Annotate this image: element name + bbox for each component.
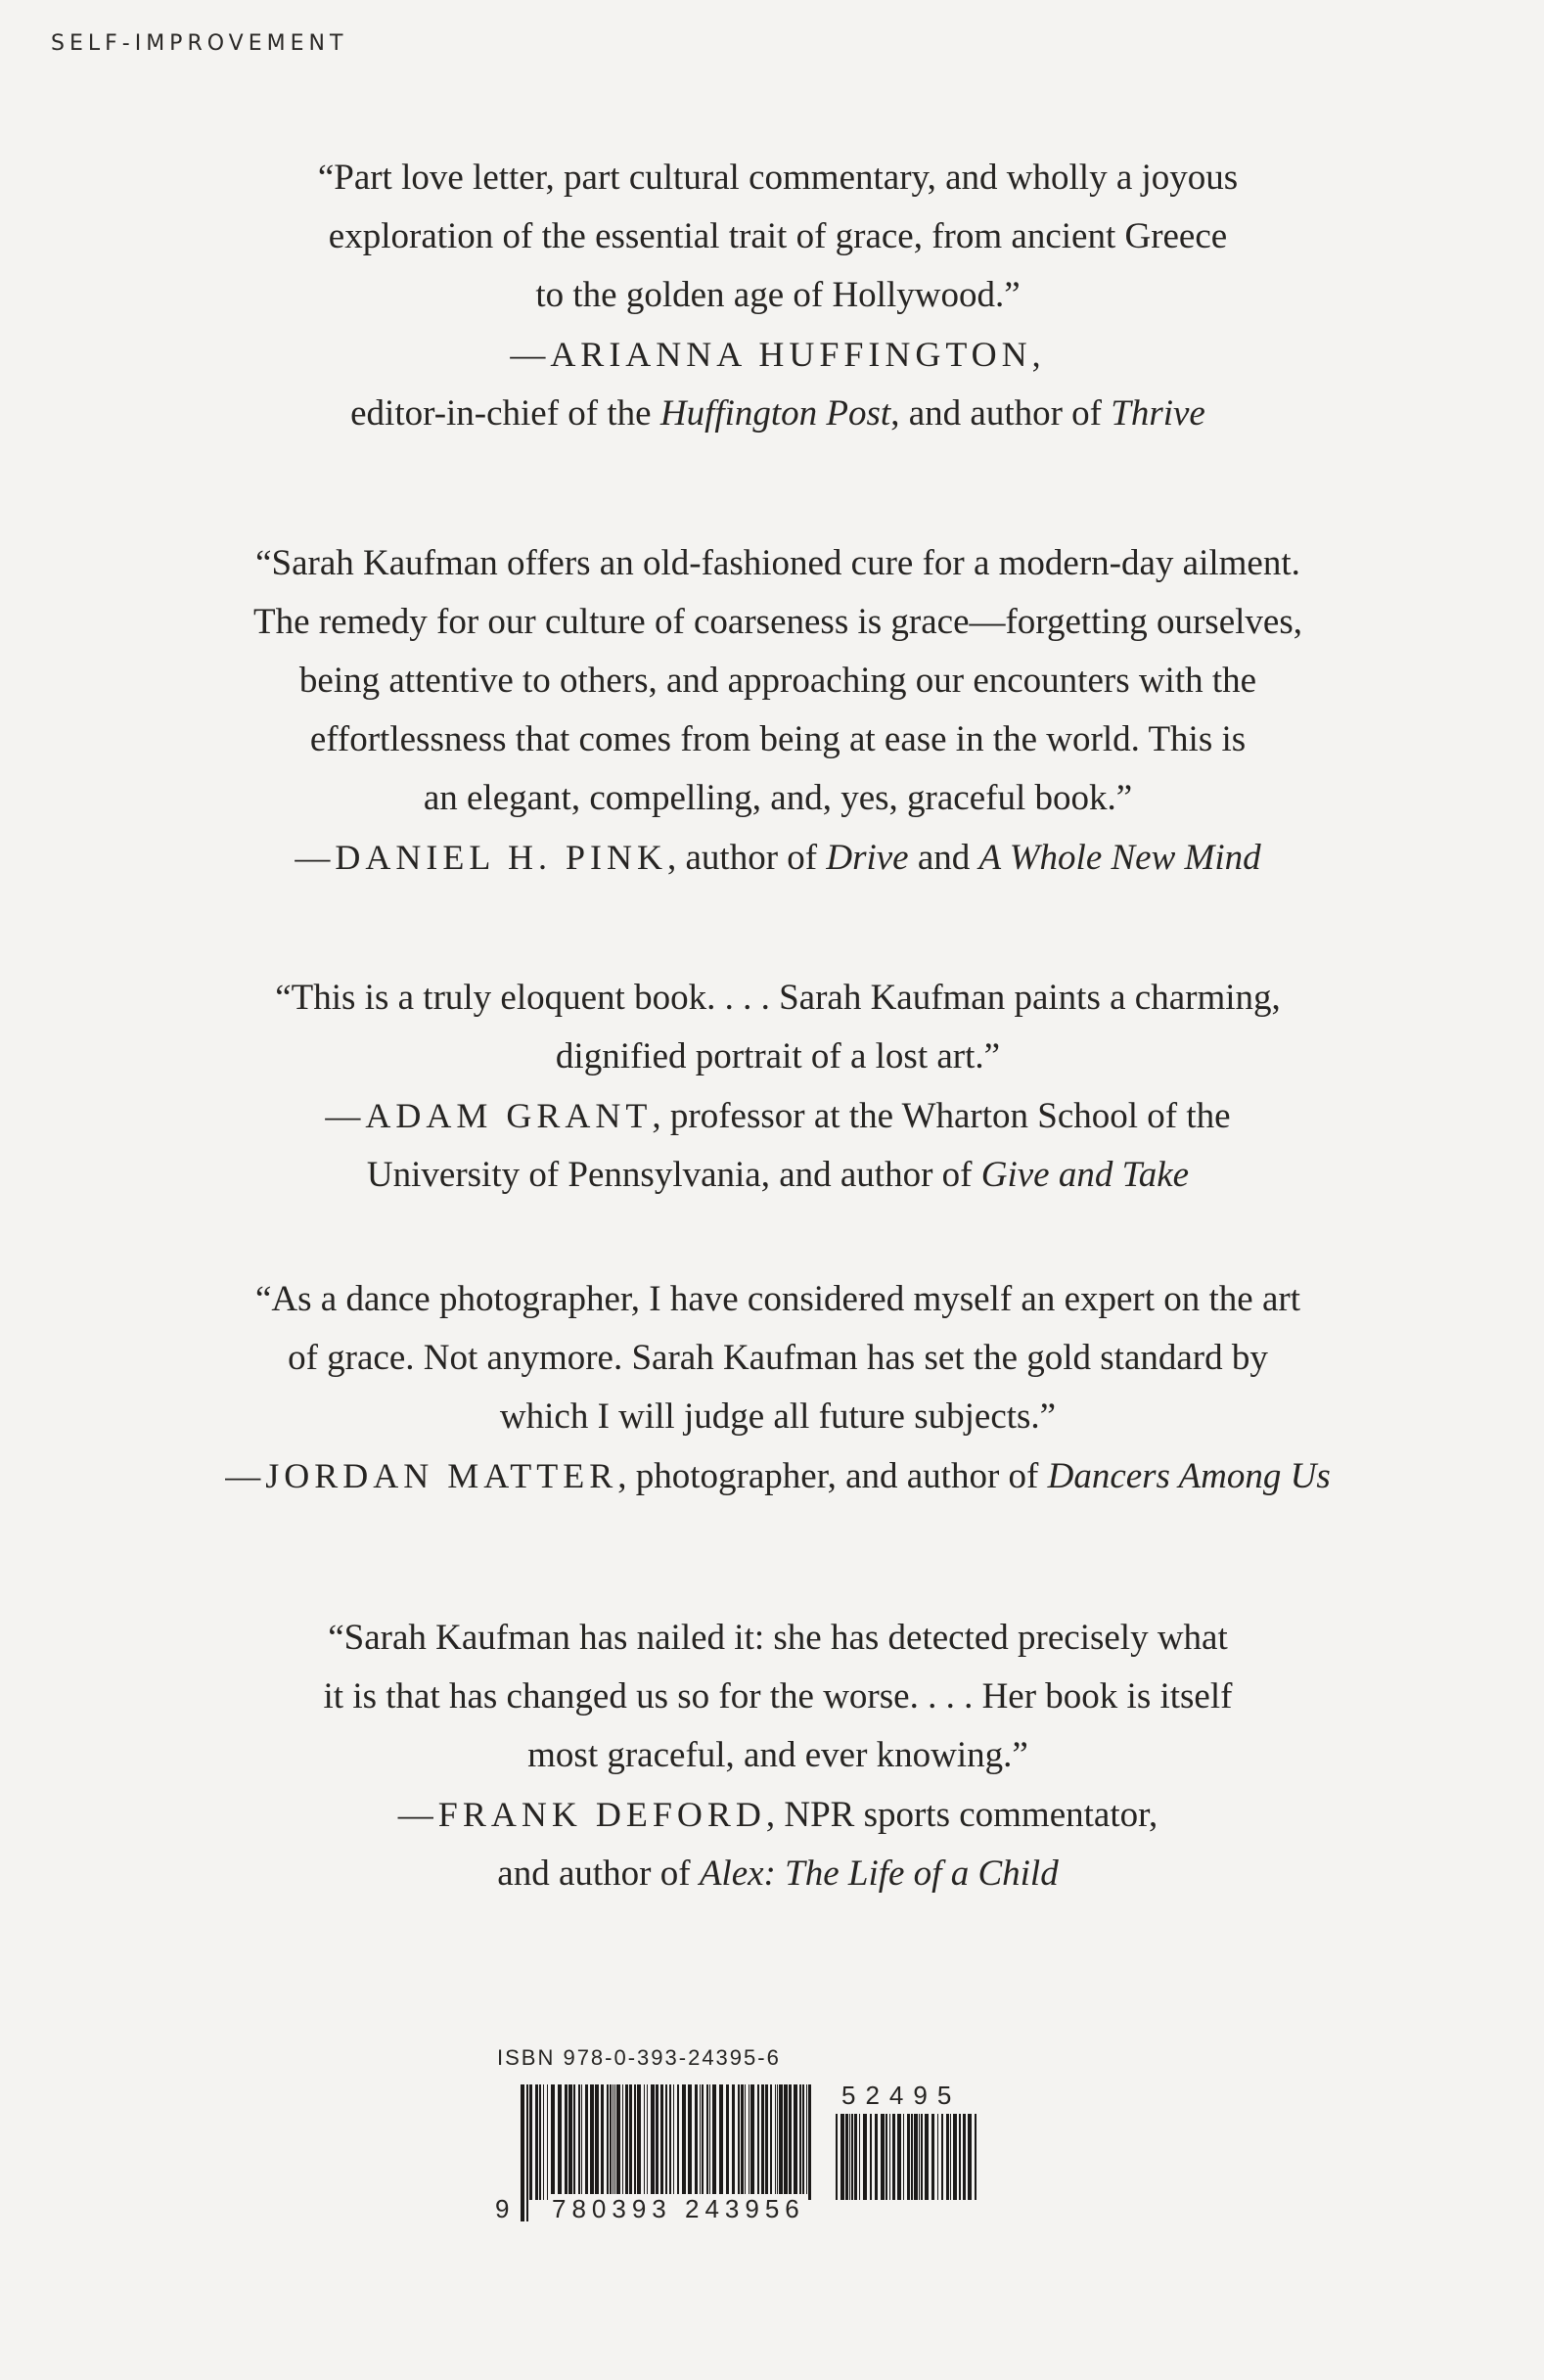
barcode-bar	[622, 2084, 623, 2200]
attribution-line	[147, 1785, 1409, 1845]
attribution-name: —ADAM GRANT	[325, 1096, 653, 1135]
barcode-bar	[806, 2084, 807, 2200]
barcode-bar	[851, 2114, 853, 2200]
attribution-line	[147, 385, 1409, 443]
barcode-bar	[595, 2084, 599, 2200]
quote-line: exploration of the essential trait of grace, from ancient Greece	[328, 216, 1228, 256]
barcode-bar	[836, 2114, 838, 2200]
attribution-title: Give and Take	[980, 1155, 1190, 1195]
barcode-addon-bars	[834, 2114, 990, 2221]
barcode-bar	[881, 2114, 885, 2200]
barcode-bar	[660, 2084, 663, 2200]
barcode-bar	[610, 2084, 612, 2200]
attribution-text: , professor at the Wharton School of the	[652, 1096, 1231, 1136]
barcode-bar	[535, 2084, 538, 2200]
barcode-bar	[590, 2084, 594, 2200]
quote-line: dignified portrait of a lost art.”	[555, 1036, 1001, 1076]
barcode-bar	[634, 2084, 636, 2200]
attribution-line	[147, 1845, 1409, 1903]
barcode-bar	[695, 2084, 698, 2200]
barcode-bar	[629, 2084, 632, 2200]
barcode-bar	[706, 2084, 708, 2200]
barcode-bar	[616, 2084, 620, 2200]
barcode-bar	[757, 2084, 759, 2200]
attribution-text: , author of	[667, 838, 827, 878]
quote-line: it is that has changed us so for the worse. . . . Her book is itself	[323, 1676, 1233, 1716]
barcode-bar	[889, 2114, 890, 2200]
barcode-bar	[673, 2084, 674, 2200]
barcode-bar	[644, 2084, 645, 2200]
attribution-line	[147, 1446, 1409, 1506]
barcode-bar	[585, 2084, 588, 2200]
barcode-bar	[738, 2084, 740, 2200]
quote-line: effortlessness that comes from being at ease in the world. This is	[309, 719, 1247, 759]
blurb-pink	[147, 534, 1409, 888]
attribution-name: —ARIANNA HUFFINGTON,	[510, 335, 1046, 374]
barcode-bar	[607, 2084, 609, 2200]
attribution-title: A Whole New Mind	[978, 838, 1261, 878]
barcode-bar	[911, 2114, 913, 2200]
isbn-barcode	[489, 2045, 1008, 2241]
barcode-addon-digits: 52495	[841, 2081, 962, 2110]
barcode-bar	[921, 2114, 923, 2200]
barcode-bar	[547, 2084, 548, 2200]
barcode-bar	[558, 2084, 562, 2200]
barcode-bar	[719, 2084, 723, 2200]
barcode-bar	[863, 2114, 867, 2200]
barcode-bar	[700, 2084, 701, 2200]
quote-line: most graceful, and ever knowing.”	[527, 1735, 1028, 1775]
barcode-bar	[840, 2114, 844, 2200]
barcode-bar	[688, 2084, 692, 2200]
barcode-bar	[959, 2114, 961, 2200]
barcode-bar	[732, 2084, 735, 2200]
barcode-bar	[925, 2114, 929, 2200]
barcode-bar	[712, 2084, 716, 2200]
barcode-bar	[543, 2084, 544, 2200]
barcode-bar	[539, 2084, 541, 2200]
barcode-bar	[953, 2114, 957, 2200]
barcode-bar	[761, 2084, 764, 2200]
blurb-huffington	[147, 149, 1409, 443]
barcode-bar	[726, 2084, 729, 2200]
barcode-bar	[802, 2084, 804, 2200]
barcode-bar	[968, 2114, 972, 2200]
attribution-title: Drive	[826, 838, 909, 878]
isbn-label: ISBN 978-0-393-24395-6	[497, 2045, 781, 2070]
barcode-bar	[551, 2084, 555, 2200]
attribution-text: University of Pennsylvania, and author of	[366, 1155, 981, 1195]
barcode-bar	[870, 2114, 872, 2200]
attribution-text: and	[908, 838, 979, 878]
barcode-bar	[682, 2084, 686, 2200]
barcode-bar	[775, 2084, 776, 2200]
barcode-bar	[907, 2114, 910, 2200]
attribution-text: and author of	[497, 1854, 700, 1894]
attribution-line	[147, 1146, 1409, 1205]
barcode-bar	[651, 2084, 655, 2200]
attribution-name: —DANIEL H. PINK	[295, 838, 667, 877]
barcode-bar	[875, 2114, 878, 2200]
barcode-bar	[950, 2114, 951, 2200]
barcode-bar	[897, 2114, 901, 2200]
barcode-bar	[937, 2114, 938, 2200]
barcode-bar	[770, 2084, 772, 2200]
barcode-bar	[963, 2114, 966, 2200]
barcode-bar	[789, 2084, 792, 2200]
barcode-bar	[859, 2114, 860, 2200]
barcode-bar	[794, 2084, 797, 2200]
barcode-bar	[845, 2114, 848, 2200]
attribution-text: editor-in-chief of the	[350, 393, 660, 434]
attribution-line	[147, 1086, 1409, 1146]
barcode-bar	[702, 2084, 704, 2200]
barcode-bar	[777, 2084, 778, 2200]
barcode-bar	[849, 2114, 850, 2200]
barcode-bar	[903, 2114, 904, 2200]
barcode-bar	[581, 2084, 582, 2200]
barcode-bar	[931, 2114, 934, 2200]
barcode-bar	[941, 2114, 943, 2200]
barcode-bar	[892, 2114, 895, 2200]
barcode-bar	[625, 2084, 628, 2200]
barcode-bar	[854, 2114, 857, 2200]
quote-line: being attentive to others, and approaching our encounters with the	[298, 661, 1257, 701]
barcode-bar	[779, 2084, 783, 2200]
barcode-bar	[565, 2084, 568, 2200]
quote-line: which I will judge all future subjects.”	[499, 1396, 1057, 1437]
barcode-bar	[741, 2084, 744, 2200]
quote-line: “This is a truly eloquent book. . . . Sarah Kaufman paints a charming,	[275, 978, 1281, 1018]
barcode-bar	[709, 2084, 710, 2200]
barcode-bar	[578, 2084, 580, 2200]
barcode-lead-digit: 9	[495, 2194, 510, 2223]
barcode-bar	[745, 2084, 746, 2200]
category-label: SELF-IMPROVEMENT	[51, 31, 348, 56]
barcode-bar	[886, 2114, 887, 2200]
barcode-bar	[799, 2084, 801, 2200]
attribution-name: —FRANK DEFORD	[397, 1795, 766, 1834]
barcode-bar	[784, 2084, 788, 2200]
barcode-bar	[765, 2084, 768, 2200]
attribution-title: Huffington Post	[659, 393, 891, 434]
barcode-bar	[919, 2114, 920, 2200]
quote-line: “Sarah Kaufman has nailed it: she has detected precisely what	[328, 1618, 1228, 1658]
barcode-bar	[526, 2084, 528, 2221]
quote-line: of grace. Not anymore. Sarah Kaufman has set the gold standard by	[288, 1338, 1268, 1378]
barcode-bar	[677, 2084, 679, 2200]
attribution-title: Dancers Among Us	[1047, 1456, 1331, 1496]
barcode-bar	[647, 2084, 648, 2200]
barcode-bar	[568, 2084, 572, 2200]
quote-line: an elegant, compelling, and, yes, graceful book.”	[423, 778, 1133, 818]
barcode-bar	[656, 2084, 658, 2200]
quote-line: “Part love letter, part cultural commentary, and wholly a joyous	[317, 158, 1239, 198]
barcode-bar	[573, 2084, 575, 2200]
quote-line: “As a dance photographer, I have considered myself an expert on the art	[255, 1279, 1300, 1319]
attribution-name: —JORDAN MATTER	[225, 1456, 618, 1495]
attribution-title: Alex: The Life of a Child	[699, 1854, 1059, 1894]
blurb-deford	[147, 1609, 1409, 1903]
barcode-bar	[946, 2114, 949, 2200]
barcode-bar	[914, 2114, 918, 2200]
attribution-text: , photographer, and author of	[617, 1456, 1048, 1496]
barcode-bar	[614, 2084, 615, 2200]
barcode-bar	[975, 2114, 976, 2200]
barcode-bar	[808, 2084, 811, 2200]
blurb-grant	[147, 969, 1409, 1205]
quote-line: to the golden age of Hollywood.”	[535, 275, 1021, 315]
barcode-bar	[529, 2084, 532, 2200]
barcode-bar	[521, 2084, 524, 2221]
barcode-digits: 780393 243956	[552, 2194, 805, 2223]
attribution-title: Thrive	[1111, 393, 1205, 434]
quote-line: “Sarah Kaufman offers an old-fashioned cure for a modern-day ailment.	[255, 543, 1300, 583]
attribution-text: , NPR sports commentator,	[765, 1795, 1158, 1835]
blurb-matter	[147, 1270, 1409, 1506]
attribution-line	[147, 325, 1409, 385]
barcode-bar	[637, 2084, 641, 2200]
barcode-bar	[750, 2084, 754, 2200]
barcode-bar	[601, 2084, 604, 2200]
quote-line: The remedy for our culture of coarseness is grace—forgetting ourselves,	[253, 602, 1302, 642]
attribution-line	[147, 828, 1409, 888]
attribution-text: , and author of	[890, 393, 1112, 434]
